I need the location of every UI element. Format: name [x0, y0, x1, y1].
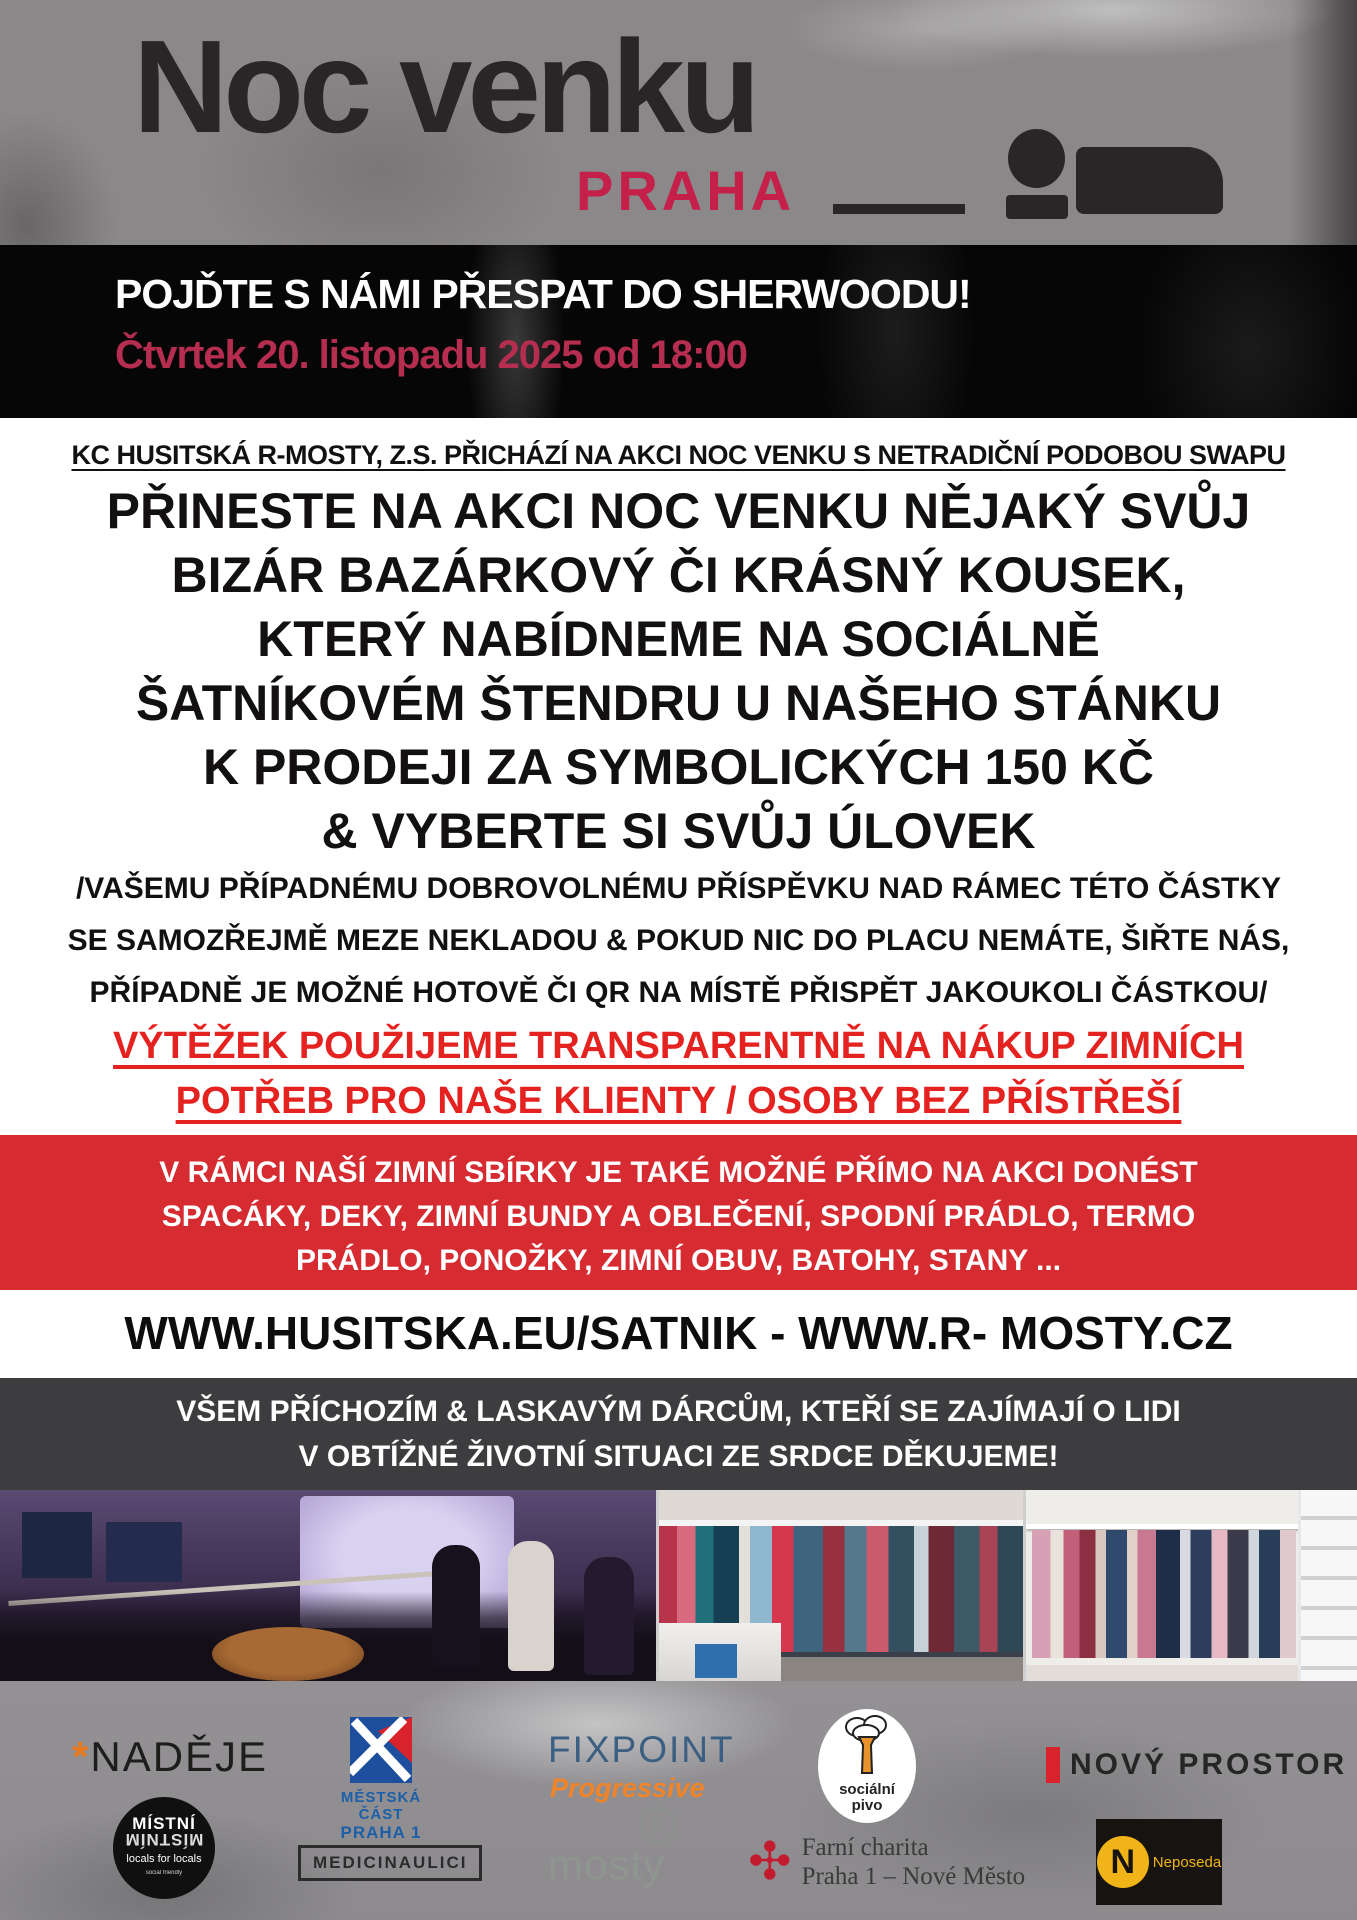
detail-line: PŘÍPADNĚ JE MOŽNÉ HOTOVĚ ČI QR NA MÍSTĚ PŘISPĚT JAKOUKOLI ČÁSTKOU/	[89, 976, 1268, 1009]
website-urls: WWW.HUSITSKA.EU/SATNIK - WWW.R- MOSTY.CZ	[124, 1307, 1233, 1359]
farni-charita-line: Praha 1 – Nové Město	[801, 1863, 1026, 1890]
medicinaulici-logo: MEDICINAULICI	[298, 1845, 482, 1881]
registered-mark-icon: R	[640, 1807, 676, 1843]
neposeda-logo	[1096, 1819, 1222, 1905]
sponsors-footer	[0, 1681, 1357, 1920]
farni-charita-logo	[748, 1833, 1025, 1891]
fixpoint-logo	[548, 1729, 735, 1804]
wardrobe-shelving-photo	[1026, 1490, 1357, 1681]
headline-line: ŠATNÍKOVÉM ŠTENDRU U NAŠEHO STÁNKU	[135, 675, 1222, 731]
mistni-mistnim-logo	[113, 1797, 215, 1899]
novy-prostor-label: NOVÝ PROSTOR	[1070, 1748, 1348, 1781]
neposeda-n-icon: N	[1097, 1836, 1149, 1888]
websites-row	[0, 1290, 1357, 1378]
person-silhouette	[584, 1557, 634, 1675]
poster-title: Noc venku	[133, 13, 756, 160]
caritas-cross-icon: ✣	[748, 1833, 792, 1891]
praha1-flag-icon	[350, 1717, 412, 1783]
detail-line: SE SAMOZŘEJMĚ MEZE NEKLADOU & POKUD NIC DO PLACU NEMÁTE, ŠIŘTE NÁS,	[67, 924, 1290, 957]
white-shelving	[1298, 1490, 1357, 1681]
nadeje-label: NADĚJE	[90, 1733, 269, 1780]
wall-picture	[22, 1512, 92, 1578]
donation-band	[0, 1135, 1357, 1290]
floor	[1026, 1665, 1298, 1681]
sleeping-person-pillow-icon	[1006, 195, 1068, 219]
logo-underscore-line	[833, 204, 965, 214]
red-bar-icon	[1046, 1747, 1060, 1783]
donation-line: PRÁDLO, PONOŽKY, ZIMNÍ OBUV, BATOHY, STANY ...	[295, 1244, 1062, 1277]
socialni-pivo-label: pivo	[851, 1797, 883, 1814]
mistni-tagline: social friendly	[145, 1870, 183, 1876]
floor	[781, 1657, 1023, 1681]
farni-charita-line: Farní charita	[801, 1834, 929, 1861]
poster-header	[0, 0, 1357, 245]
storage-box	[695, 1644, 737, 1678]
novy-prostor-logo	[1046, 1747, 1347, 1783]
swap-event-room-photo	[0, 1490, 656, 1681]
nadeje-logo	[72, 1733, 268, 1781]
detail-line: /VAŠEMU PŘÍPADNÉMU DOBROVOLNÉMU PŘÍSPĚVKU NAD RÁMEC TÉTO ČÁSTKY	[75, 872, 1282, 905]
event-date: Čtvrtek 20. listopadu 2025 od 18:00	[115, 333, 747, 377]
wall-background	[659, 1490, 1023, 1524]
hanging-clothes	[1032, 1530, 1296, 1658]
thanks-band	[0, 1378, 1357, 1490]
headline-line: & VYBERTE SI SVŮJ ÚLOVEK	[321, 803, 1036, 859]
mosty-label: mosty	[548, 1841, 666, 1888]
neposeda-label: Neposeda	[1152, 1853, 1222, 1871]
asterisk-icon: *	[72, 1733, 91, 1780]
clothes-rack-photo	[659, 1490, 1023, 1681]
main-content	[0, 418, 1357, 1135]
person-silhouette	[508, 1541, 554, 1671]
round-table	[212, 1627, 364, 1681]
praha1-caption: MĚSTSKÁ ČÁST	[340, 1789, 422, 1823]
thanks-line: VŠEM PŘÍCHOZÍM & LASKAVÝM DÁRCŮM, KTEŘÍ SE ZAJÍMAJÍ O LIDI	[176, 1395, 1181, 1428]
headline-line: KTERÝ NABÍDNEME NA SOCIÁLNĚ	[257, 611, 1100, 667]
sleeping-person-icon	[1008, 129, 1065, 188]
fixpoint-sublabel: Progressive	[550, 1773, 705, 1803]
praha1-logo	[318, 1717, 444, 1843]
headline-line: BIZÁR BAZÁRKOVÝ ČI KRÁSNÝ KOUSEK,	[171, 547, 1186, 603]
wall-picture	[106, 1522, 182, 1582]
donation-line: V RÁMCI NAŠÍ ZIMNÍ SBÍRKY JE TAKÉ MOŽNÉ PŘÍMO NA AKCI DONÉST	[159, 1156, 1198, 1189]
donation-line: SPACÁKY, DEKY, ZIMNÍ BUNDY A OBLEČENÍ, SPODNÍ PRÁDLO, TERMO	[161, 1200, 1196, 1233]
mistni-word: MÍSTNÍ	[132, 1814, 196, 1833]
proceeds-line: POTŘEB PRO NAŠE KLIENTY / OSOBY BEZ PŘÍSTŘEŠÍ	[175, 1080, 1182, 1122]
photo-strip	[0, 1490, 1357, 1681]
organizer-line: KC HUSITSKÁ R-MOSTY, Z.S. PŘICHÁZÍ NA AKCI NOC VENKU S NETRADIČNÍ PODOBOU SWAPU	[71, 440, 1286, 470]
sleeping-person-body-icon	[1076, 147, 1223, 214]
city-label: PRAHA	[576, 159, 796, 222]
mistni-mirrored-word: MÍSTNÍM	[124, 1830, 204, 1849]
proceeds-line: VÝTĚŽEK POUŽIJEME TRANSPARENTNĚ NA NÁKUP ZIMNÍCH	[113, 1025, 1244, 1067]
event-banner	[0, 245, 1357, 418]
headline-line: K PRODEJI ZA SYMBOLICKÝCH 150 KČ	[202, 739, 1155, 795]
mistni-subtitle: locals for locals	[126, 1853, 202, 1865]
thanks-line: V OBTÍŽNÉ ŽIVOTNÍ SITUACI ZE SRDCE DĚKUJEME!	[298, 1440, 1059, 1473]
person-silhouette	[432, 1545, 480, 1667]
event-headline: POJĎTE S NÁMI PŘESPAT DO SHERWOODU!	[115, 271, 971, 317]
clothes-rail	[1026, 1524, 1301, 1529]
socialni-pivo-logo	[818, 1709, 916, 1823]
socialni-pivo-label: sociální	[839, 1781, 895, 1798]
headline-line: PŘINESTE NA AKCI NOC VENKU NĚJAKÝ SVŮJ	[106, 483, 1251, 539]
fixpoint-label: FIXPOINT	[548, 1729, 735, 1770]
praha1-caption: PRAHA 1	[340, 1823, 422, 1842]
beer-tree-icon	[839, 1715, 895, 1777]
